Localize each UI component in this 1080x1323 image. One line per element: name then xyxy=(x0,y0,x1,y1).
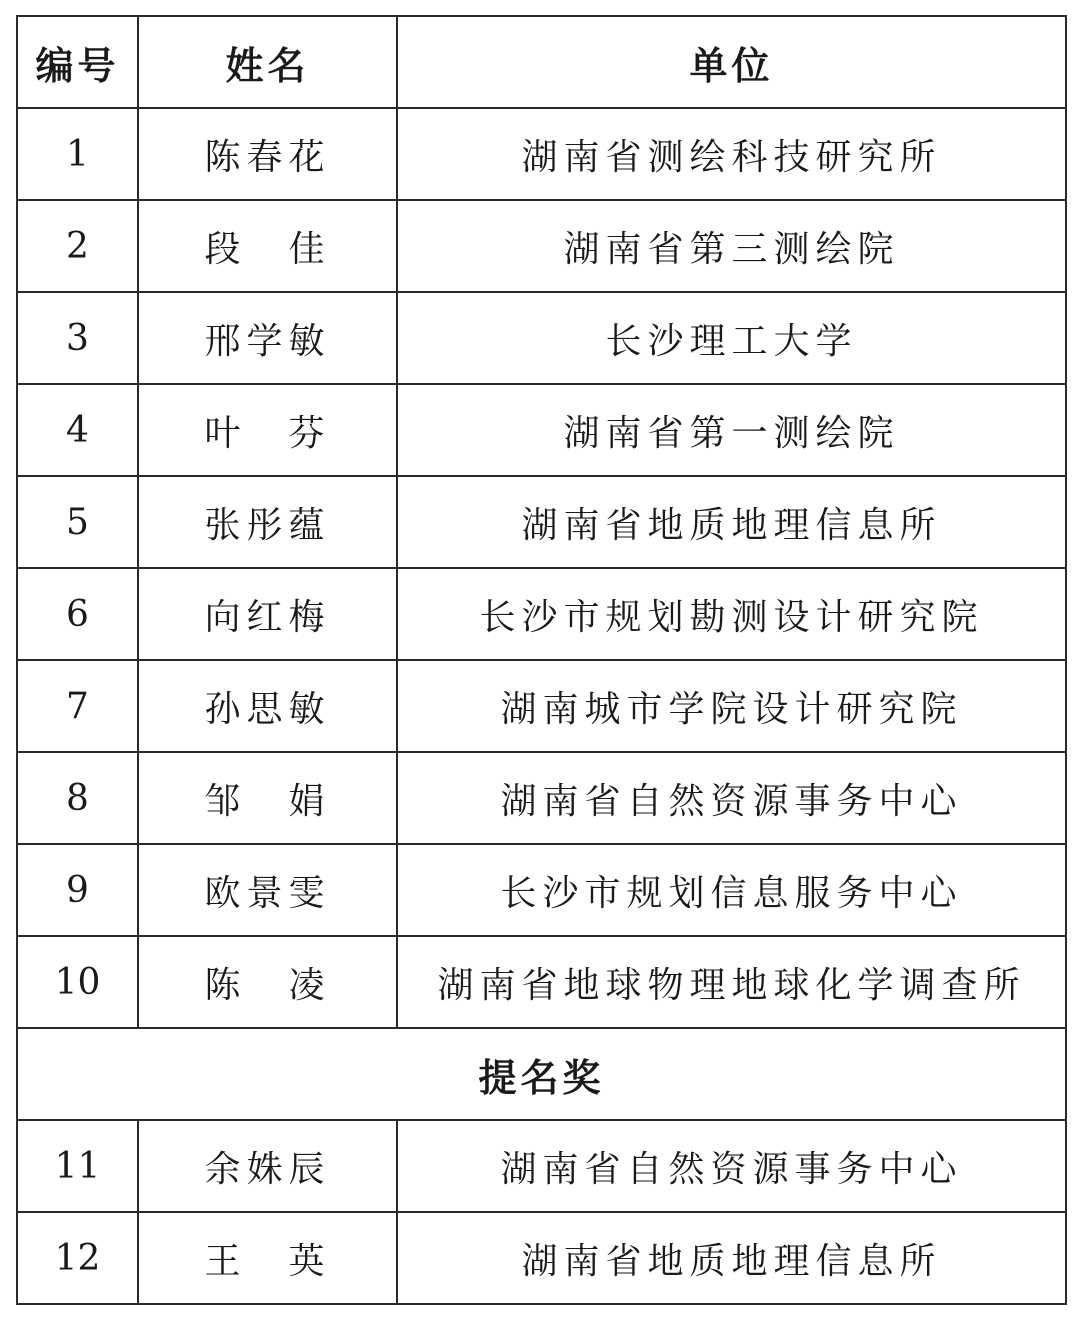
row-name: 陈 凌 xyxy=(138,936,397,1028)
row-name: 段 佳 xyxy=(138,200,397,292)
row-name: 孙思敏 xyxy=(138,660,397,752)
row-name: 张彤蕴 xyxy=(138,476,397,568)
row-unit: 长沙市规划勘测设计研究院 xyxy=(397,568,1066,660)
row-name: 邢学敏 xyxy=(138,292,397,384)
row-number: 6 xyxy=(17,568,138,660)
row-unit: 湖南省地质地理信息所 xyxy=(397,476,1066,568)
row-unit: 湖南城市学院设计研究院 xyxy=(397,660,1066,752)
row-number: 10 xyxy=(17,936,138,1028)
table-row xyxy=(17,752,1066,844)
table-row xyxy=(17,384,1066,476)
row-name: 余姝辰 xyxy=(138,1120,397,1212)
row-number: 5 xyxy=(17,476,138,568)
table-header-row xyxy=(17,16,1066,108)
row-number: 3 xyxy=(17,292,138,384)
section-row-nominee xyxy=(17,1028,1066,1120)
table-row xyxy=(17,200,1066,292)
table-row xyxy=(17,1212,1066,1304)
row-number: 7 xyxy=(17,660,138,752)
row-unit: 湖南省第一测绘院 xyxy=(397,384,1066,476)
row-number: 1 xyxy=(17,108,138,200)
table-row xyxy=(17,844,1066,936)
row-unit: 湖南省测绘科技研究所 xyxy=(397,108,1066,200)
row-name: 陈春花 xyxy=(138,108,397,200)
row-unit: 长沙市规划信息服务中心 xyxy=(397,844,1066,936)
row-name: 叶 芬 xyxy=(138,384,397,476)
header-name: 姓名 xyxy=(138,16,397,108)
section-title-nominee: 提名奖 xyxy=(17,1028,1066,1120)
table-row xyxy=(17,108,1066,200)
header-number: 编号 xyxy=(17,16,138,108)
awards-table xyxy=(16,15,1067,1305)
row-number: 2 xyxy=(17,200,138,292)
table-row xyxy=(17,660,1066,752)
row-unit: 湖南省地球物理地球化学调查所 xyxy=(397,936,1066,1028)
table-row xyxy=(17,568,1066,660)
row-unit: 湖南省地质地理信息所 xyxy=(397,1212,1066,1304)
row-unit: 湖南省自然资源事务中心 xyxy=(397,1120,1066,1212)
row-name: 欧景雯 xyxy=(138,844,397,936)
row-number: 12 xyxy=(17,1212,138,1304)
row-number: 9 xyxy=(17,844,138,936)
table-row xyxy=(17,292,1066,384)
table-row xyxy=(17,1120,1066,1212)
row-number: 11 xyxy=(17,1120,138,1212)
header-unit: 单位 xyxy=(397,16,1066,108)
table-row xyxy=(17,476,1066,568)
table-row xyxy=(17,936,1066,1028)
row-name: 向红梅 xyxy=(138,568,397,660)
row-name: 王 英 xyxy=(138,1212,397,1304)
winner-rows xyxy=(17,108,1066,1304)
row-unit: 湖南省第三测绘院 xyxy=(397,200,1066,292)
row-name: 邹 娟 xyxy=(138,752,397,844)
row-number: 8 xyxy=(17,752,138,844)
row-unit: 湖南省自然资源事务中心 xyxy=(397,752,1066,844)
row-number: 4 xyxy=(17,384,138,476)
row-unit: 长沙理工大学 xyxy=(397,292,1066,384)
